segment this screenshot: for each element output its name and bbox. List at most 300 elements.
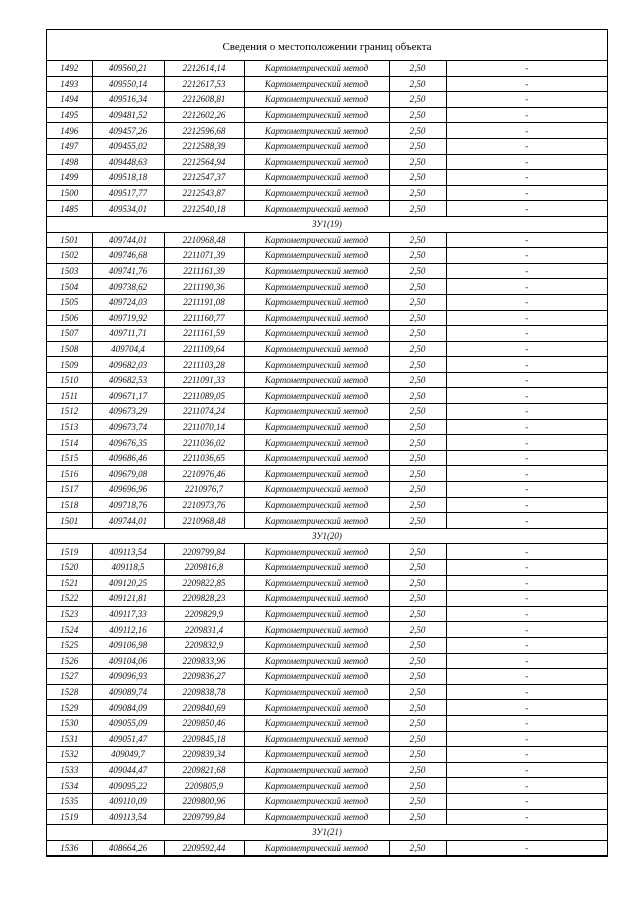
description-cell: - [446, 731, 607, 747]
point-number-cell: 1534 [47, 778, 92, 794]
method-cell: Картометрический метод [244, 170, 389, 186]
description-cell: - [446, 154, 607, 170]
point-number-cell: 1515 [47, 450, 92, 466]
table-row [47, 669, 607, 685]
method-cell: Картометрический метод [244, 138, 389, 154]
x-coordinate-cell: 409117,33 [92, 606, 164, 622]
table-row [47, 560, 607, 576]
accuracy-cell: 2,50 [389, 404, 446, 420]
x-coordinate-cell: 409718,76 [92, 497, 164, 513]
x-coordinate-cell: 409044,47 [92, 762, 164, 778]
method-cell: Картометрический метод [244, 263, 389, 279]
x-coordinate-cell: 409113,54 [92, 809, 164, 825]
description-cell: - [446, 138, 607, 154]
point-number-cell: 1506 [47, 310, 92, 326]
description-cell: - [446, 310, 607, 326]
table-row [47, 450, 607, 466]
table-row [47, 513, 607, 529]
y-coordinate-cell: 2211161,39 [164, 263, 244, 279]
accuracy-cell: 2,50 [389, 170, 446, 186]
table-row [47, 606, 607, 622]
table-row [47, 263, 607, 279]
x-coordinate-cell: 409679,08 [92, 466, 164, 482]
y-coordinate-cell: 2209821,68 [164, 762, 244, 778]
accuracy-cell: 2,50 [389, 372, 446, 388]
table-row [47, 419, 607, 435]
accuracy-cell: 2,50 [389, 341, 446, 357]
accuracy-cell: 2,50 [389, 637, 446, 653]
point-number-cell: 1519 [47, 809, 92, 825]
description-cell: - [446, 591, 607, 607]
table-row [47, 544, 607, 560]
method-cell: Картометрический метод [244, 669, 389, 685]
section-label: ЗУ1(21) [47, 825, 607, 841]
y-coordinate-cell: 2212543,87 [164, 185, 244, 201]
table-row [47, 684, 607, 700]
accuracy-cell: 2,50 [389, 154, 446, 170]
table-row [47, 185, 607, 201]
description-cell: - [446, 372, 607, 388]
accuracy-cell: 2,50 [389, 747, 446, 763]
table-row [47, 107, 607, 123]
point-number-cell: 1535 [47, 793, 92, 809]
x-coordinate-cell: 409744,01 [92, 513, 164, 529]
x-coordinate-cell: 409455,02 [92, 138, 164, 154]
y-coordinate-cell: 2212564,94 [164, 154, 244, 170]
method-cell: Картометрический метод [244, 450, 389, 466]
point-number-cell: 1499 [47, 170, 92, 186]
accuracy-cell: 2,50 [389, 762, 446, 778]
description-cell: - [446, 450, 607, 466]
table-row [47, 700, 607, 716]
y-coordinate-cell: 2211036,65 [164, 450, 244, 466]
point-number-cell: 1498 [47, 154, 92, 170]
y-coordinate-cell: 2209838,78 [164, 684, 244, 700]
method-cell: Картометрический метод [244, 731, 389, 747]
accuracy-cell: 2,50 [389, 326, 446, 342]
y-coordinate-cell: 2210976,46 [164, 466, 244, 482]
description-cell: - [446, 435, 607, 451]
table-row [47, 591, 607, 607]
point-number-cell: 1523 [47, 606, 92, 622]
point-number-cell: 1511 [47, 388, 92, 404]
point-number-cell: 1501 [47, 513, 92, 529]
point-number-cell: 1492 [47, 61, 92, 76]
method-cell: Картометрический метод [244, 419, 389, 435]
y-coordinate-cell: 2211071,39 [164, 248, 244, 264]
x-coordinate-cell: 409719,92 [92, 310, 164, 326]
description-cell: - [446, 513, 607, 529]
y-coordinate-cell: 2209592,44 [164, 840, 244, 856]
table-row [47, 170, 607, 186]
method-cell: Картометрический метод [244, 513, 389, 529]
x-coordinate-cell: 409676,35 [92, 435, 164, 451]
x-coordinate-cell: 409049,7 [92, 747, 164, 763]
method-cell: Картометрический метод [244, 700, 389, 716]
x-coordinate-cell: 409746,68 [92, 248, 164, 264]
method-cell: Картометрический метод [244, 497, 389, 513]
x-coordinate-cell: 409704,4 [92, 341, 164, 357]
table-row [47, 232, 607, 248]
table-row [47, 715, 607, 731]
point-number-cell: 1526 [47, 653, 92, 669]
accuracy-cell: 2,50 [389, 591, 446, 607]
description-cell: - [446, 341, 607, 357]
accuracy-cell: 2,50 [389, 560, 446, 576]
point-number-cell: 1519 [47, 544, 92, 560]
x-coordinate-cell: 409481,52 [92, 107, 164, 123]
y-coordinate-cell: 2209805,9 [164, 778, 244, 794]
accuracy-cell: 2,50 [389, 466, 446, 482]
y-coordinate-cell: 2209831,4 [164, 622, 244, 638]
table-row [47, 123, 607, 139]
table-row [47, 279, 607, 295]
y-coordinate-cell: 2209836,27 [164, 669, 244, 685]
accuracy-cell: 2,50 [389, 653, 446, 669]
description-cell: - [446, 419, 607, 435]
accuracy-cell: 2,50 [389, 279, 446, 295]
table-row [47, 404, 607, 420]
y-coordinate-cell: 2212617,53 [164, 76, 244, 92]
table-row [47, 76, 607, 92]
method-cell: Картометрический метод [244, 404, 389, 420]
table-row [47, 357, 607, 373]
x-coordinate-cell: 408664,26 [92, 840, 164, 856]
point-number-cell: 1503 [47, 263, 92, 279]
table-row [47, 138, 607, 154]
accuracy-cell: 2,50 [389, 513, 446, 529]
point-number-cell: 1502 [47, 248, 92, 264]
x-coordinate-cell: 409686,46 [92, 450, 164, 466]
description-cell: - [446, 76, 607, 92]
table-row [47, 575, 607, 591]
y-coordinate-cell: 2211160,77 [164, 310, 244, 326]
accuracy-cell: 2,50 [389, 294, 446, 310]
y-coordinate-cell: 2211191,08 [164, 294, 244, 310]
description-cell: - [446, 669, 607, 685]
accuracy-cell: 2,50 [389, 731, 446, 747]
table-row [47, 466, 607, 482]
description-cell: - [446, 263, 607, 279]
method-cell: Картометрический метод [244, 715, 389, 731]
description-cell: - [446, 497, 607, 513]
x-coordinate-cell: 409121,81 [92, 591, 164, 607]
point-number-cell: 1505 [47, 294, 92, 310]
point-number-cell: 1525 [47, 637, 92, 653]
point-number-cell: 1533 [47, 762, 92, 778]
x-coordinate-cell: 409516,34 [92, 92, 164, 108]
description-cell: - [446, 326, 607, 342]
x-coordinate-cell: 409517,77 [92, 185, 164, 201]
y-coordinate-cell: 2211190,36 [164, 279, 244, 295]
description-cell: - [446, 747, 607, 763]
point-number-cell: 1528 [47, 684, 92, 700]
x-coordinate-cell: 409096,93 [92, 669, 164, 685]
x-coordinate-cell: 409112,16 [92, 622, 164, 638]
table-row [47, 61, 607, 76]
point-number-cell: 1500 [47, 185, 92, 201]
point-number-cell: 1524 [47, 622, 92, 638]
point-number-cell: 1529 [47, 700, 92, 716]
method-cell: Картометрический метод [244, 684, 389, 700]
description-cell: - [446, 185, 607, 201]
method-cell: Картометрический метод [244, 622, 389, 638]
method-cell: Картометрический метод [244, 201, 389, 217]
method-cell: Картометрический метод [244, 185, 389, 201]
method-cell: Картометрический метод [244, 840, 389, 856]
accuracy-cell: 2,50 [389, 482, 446, 498]
point-number-cell: 1536 [47, 840, 92, 856]
method-cell: Картометрический метод [244, 591, 389, 607]
point-number-cell: 1510 [47, 372, 92, 388]
description-cell: - [446, 466, 607, 482]
section-label: ЗУ1(19) [47, 216, 607, 232]
x-coordinate-cell: 409724,03 [92, 294, 164, 310]
x-coordinate-cell: 409051,47 [92, 731, 164, 747]
x-coordinate-cell: 409120,25 [92, 575, 164, 591]
point-number-cell: 1508 [47, 341, 92, 357]
x-coordinate-cell: 409084,09 [92, 700, 164, 716]
y-coordinate-cell: 2209845,18 [164, 731, 244, 747]
method-cell: Картометрический метод [244, 575, 389, 591]
method-cell: Картометрический метод [244, 372, 389, 388]
sheet-title: Сведения о местоположении границ объекта [47, 30, 607, 61]
accuracy-cell: 2,50 [389, 123, 446, 139]
y-coordinate-cell: 2212540,18 [164, 201, 244, 217]
description-cell: - [446, 232, 607, 248]
table-row [47, 294, 607, 310]
x-coordinate-cell: 409106,98 [92, 637, 164, 653]
y-coordinate-cell: 2211089,05 [164, 388, 244, 404]
x-coordinate-cell: 409682,53 [92, 372, 164, 388]
point-number-cell: 1496 [47, 123, 92, 139]
x-coordinate-cell: 409110,09 [92, 793, 164, 809]
method-cell: Картометрический метод [244, 279, 389, 295]
description-cell: - [446, 92, 607, 108]
y-coordinate-cell: 2211103,28 [164, 357, 244, 373]
accuracy-cell: 2,50 [389, 450, 446, 466]
table-row [47, 809, 607, 825]
method-cell: Картометрический метод [244, 482, 389, 498]
x-coordinate-cell: 409711,71 [92, 326, 164, 342]
y-coordinate-cell: 2209839,34 [164, 747, 244, 763]
method-cell: Картометрический метод [244, 357, 389, 373]
point-number-cell: 1494 [47, 92, 92, 108]
y-coordinate-cell: 2209828,23 [164, 591, 244, 607]
x-coordinate-cell: 409104,06 [92, 653, 164, 669]
y-coordinate-cell: 2210976,7 [164, 482, 244, 498]
description-cell: - [446, 653, 607, 669]
description-cell: - [446, 248, 607, 264]
method-cell: Картометрический метод [244, 466, 389, 482]
accuracy-cell: 2,50 [389, 419, 446, 435]
table-row [47, 793, 607, 809]
method-cell: Картометрический метод [244, 76, 389, 92]
section-row [47, 216, 607, 232]
description-cell: - [446, 560, 607, 576]
x-coordinate-cell: 409113,54 [92, 544, 164, 560]
y-coordinate-cell: 2209799,84 [164, 809, 244, 825]
description-cell: - [446, 793, 607, 809]
method-cell: Картометрический метод [244, 107, 389, 123]
description-cell: - [446, 482, 607, 498]
description-cell: - [446, 809, 607, 825]
point-number-cell: 1495 [47, 107, 92, 123]
x-coordinate-cell: 409534,01 [92, 201, 164, 217]
table-row [47, 637, 607, 653]
y-coordinate-cell: 2209800,96 [164, 793, 244, 809]
y-coordinate-cell: 2209829,9 [164, 606, 244, 622]
y-coordinate-cell: 2212608,81 [164, 92, 244, 108]
description-cell: - [446, 778, 607, 794]
description-cell: - [446, 700, 607, 716]
coordinates-table [47, 61, 607, 856]
section-label: ЗУ1(20) [47, 528, 607, 544]
description-cell: - [446, 575, 607, 591]
y-coordinate-cell: 2209822,85 [164, 575, 244, 591]
y-coordinate-cell: 2211074,24 [164, 404, 244, 420]
accuracy-cell: 2,50 [389, 107, 446, 123]
y-coordinate-cell: 2209833,96 [164, 653, 244, 669]
accuracy-cell: 2,50 [389, 715, 446, 731]
x-coordinate-cell: 409448,63 [92, 154, 164, 170]
point-number-cell: 1504 [47, 279, 92, 295]
table-row [47, 201, 607, 217]
method-cell: Картометрический метод [244, 61, 389, 76]
method-cell: Картометрический метод [244, 294, 389, 310]
accuracy-cell: 2,50 [389, 232, 446, 248]
point-number-cell: 1507 [47, 326, 92, 342]
table-row [47, 92, 607, 108]
y-coordinate-cell: 2209832,9 [164, 637, 244, 653]
description-cell: - [446, 357, 607, 373]
table-row [47, 341, 607, 357]
method-cell: Картометрический метод [244, 653, 389, 669]
x-coordinate-cell: 409738,62 [92, 279, 164, 295]
description-cell: - [446, 170, 607, 186]
x-coordinate-cell: 409560,21 [92, 61, 164, 76]
table-row [47, 154, 607, 170]
y-coordinate-cell: 2211109,64 [164, 341, 244, 357]
point-number-cell: 1513 [47, 419, 92, 435]
point-number-cell: 1530 [47, 715, 92, 731]
y-coordinate-cell: 2209799,84 [164, 544, 244, 560]
coordinates-sheet [46, 29, 608, 857]
table-row [47, 497, 607, 513]
description-cell: - [446, 123, 607, 139]
y-coordinate-cell: 2210973,76 [164, 497, 244, 513]
method-cell: Картометрический метод [244, 123, 389, 139]
description-cell: - [446, 544, 607, 560]
method-cell: Картометрический метод [244, 793, 389, 809]
method-cell: Картометрический метод [244, 388, 389, 404]
description-cell: - [446, 201, 607, 217]
method-cell: Картометрический метод [244, 326, 389, 342]
accuracy-cell: 2,50 [389, 809, 446, 825]
point-number-cell: 1493 [47, 76, 92, 92]
table-row [47, 762, 607, 778]
description-cell: - [446, 684, 607, 700]
section-row [47, 528, 607, 544]
point-number-cell: 1531 [47, 731, 92, 747]
accuracy-cell: 2,50 [389, 669, 446, 685]
table-row [47, 248, 607, 264]
table-row [47, 372, 607, 388]
x-coordinate-cell: 409118,5 [92, 560, 164, 576]
accuracy-cell: 2,50 [389, 185, 446, 201]
table-row [47, 310, 607, 326]
y-coordinate-cell: 2211036,02 [164, 435, 244, 451]
accuracy-cell: 2,50 [389, 622, 446, 638]
point-number-cell: 1527 [47, 669, 92, 685]
table-row [47, 778, 607, 794]
description-cell: - [446, 637, 607, 653]
accuracy-cell: 2,50 [389, 92, 446, 108]
x-coordinate-cell: 409550,14 [92, 76, 164, 92]
y-coordinate-cell: 2212614,14 [164, 61, 244, 76]
y-coordinate-cell: 2211070,14 [164, 419, 244, 435]
description-cell: - [446, 840, 607, 856]
description-cell: - [446, 606, 607, 622]
description-cell: - [446, 61, 607, 76]
y-coordinate-cell: 2210968,48 [164, 232, 244, 248]
y-coordinate-cell: 2209816,8 [164, 560, 244, 576]
table-row [47, 388, 607, 404]
accuracy-cell: 2,50 [389, 497, 446, 513]
method-cell: Картометрический метод [244, 560, 389, 576]
point-number-cell: 1522 [47, 591, 92, 607]
accuracy-cell: 2,50 [389, 357, 446, 373]
table-row [47, 482, 607, 498]
description-cell: - [446, 404, 607, 420]
accuracy-cell: 2,50 [389, 310, 446, 326]
method-cell: Картометрический метод [244, 778, 389, 794]
method-cell: Картометрический метод [244, 154, 389, 170]
description-cell: - [446, 622, 607, 638]
y-coordinate-cell: 2212588,39 [164, 138, 244, 154]
method-cell: Картометрический метод [244, 232, 389, 248]
accuracy-cell: 2,50 [389, 76, 446, 92]
x-coordinate-cell: 409744,01 [92, 232, 164, 248]
method-cell: Картометрический метод [244, 310, 389, 326]
point-number-cell: 1509 [47, 357, 92, 373]
description-cell: - [446, 388, 607, 404]
method-cell: Картометрический метод [244, 637, 389, 653]
x-coordinate-cell: 409457,26 [92, 123, 164, 139]
section-row [47, 825, 607, 841]
point-number-cell: 1521 [47, 575, 92, 591]
accuracy-cell: 2,50 [389, 248, 446, 264]
x-coordinate-cell: 409089,74 [92, 684, 164, 700]
description-cell: - [446, 715, 607, 731]
point-number-cell: 1514 [47, 435, 92, 451]
table-row [47, 840, 607, 856]
x-coordinate-cell: 409696,96 [92, 482, 164, 498]
y-coordinate-cell: 2212602,26 [164, 107, 244, 123]
accuracy-cell: 2,50 [389, 575, 446, 591]
accuracy-cell: 2,50 [389, 606, 446, 622]
method-cell: Картометрический метод [244, 341, 389, 357]
accuracy-cell: 2,50 [389, 201, 446, 217]
description-cell: - [446, 762, 607, 778]
method-cell: Картометрический метод [244, 544, 389, 560]
accuracy-cell: 2,50 [389, 544, 446, 560]
accuracy-cell: 2,50 [389, 840, 446, 856]
accuracy-cell: 2,50 [389, 388, 446, 404]
y-coordinate-cell: 2209840,69 [164, 700, 244, 716]
coordinates-table-body [47, 61, 607, 856]
accuracy-cell: 2,50 [389, 778, 446, 794]
